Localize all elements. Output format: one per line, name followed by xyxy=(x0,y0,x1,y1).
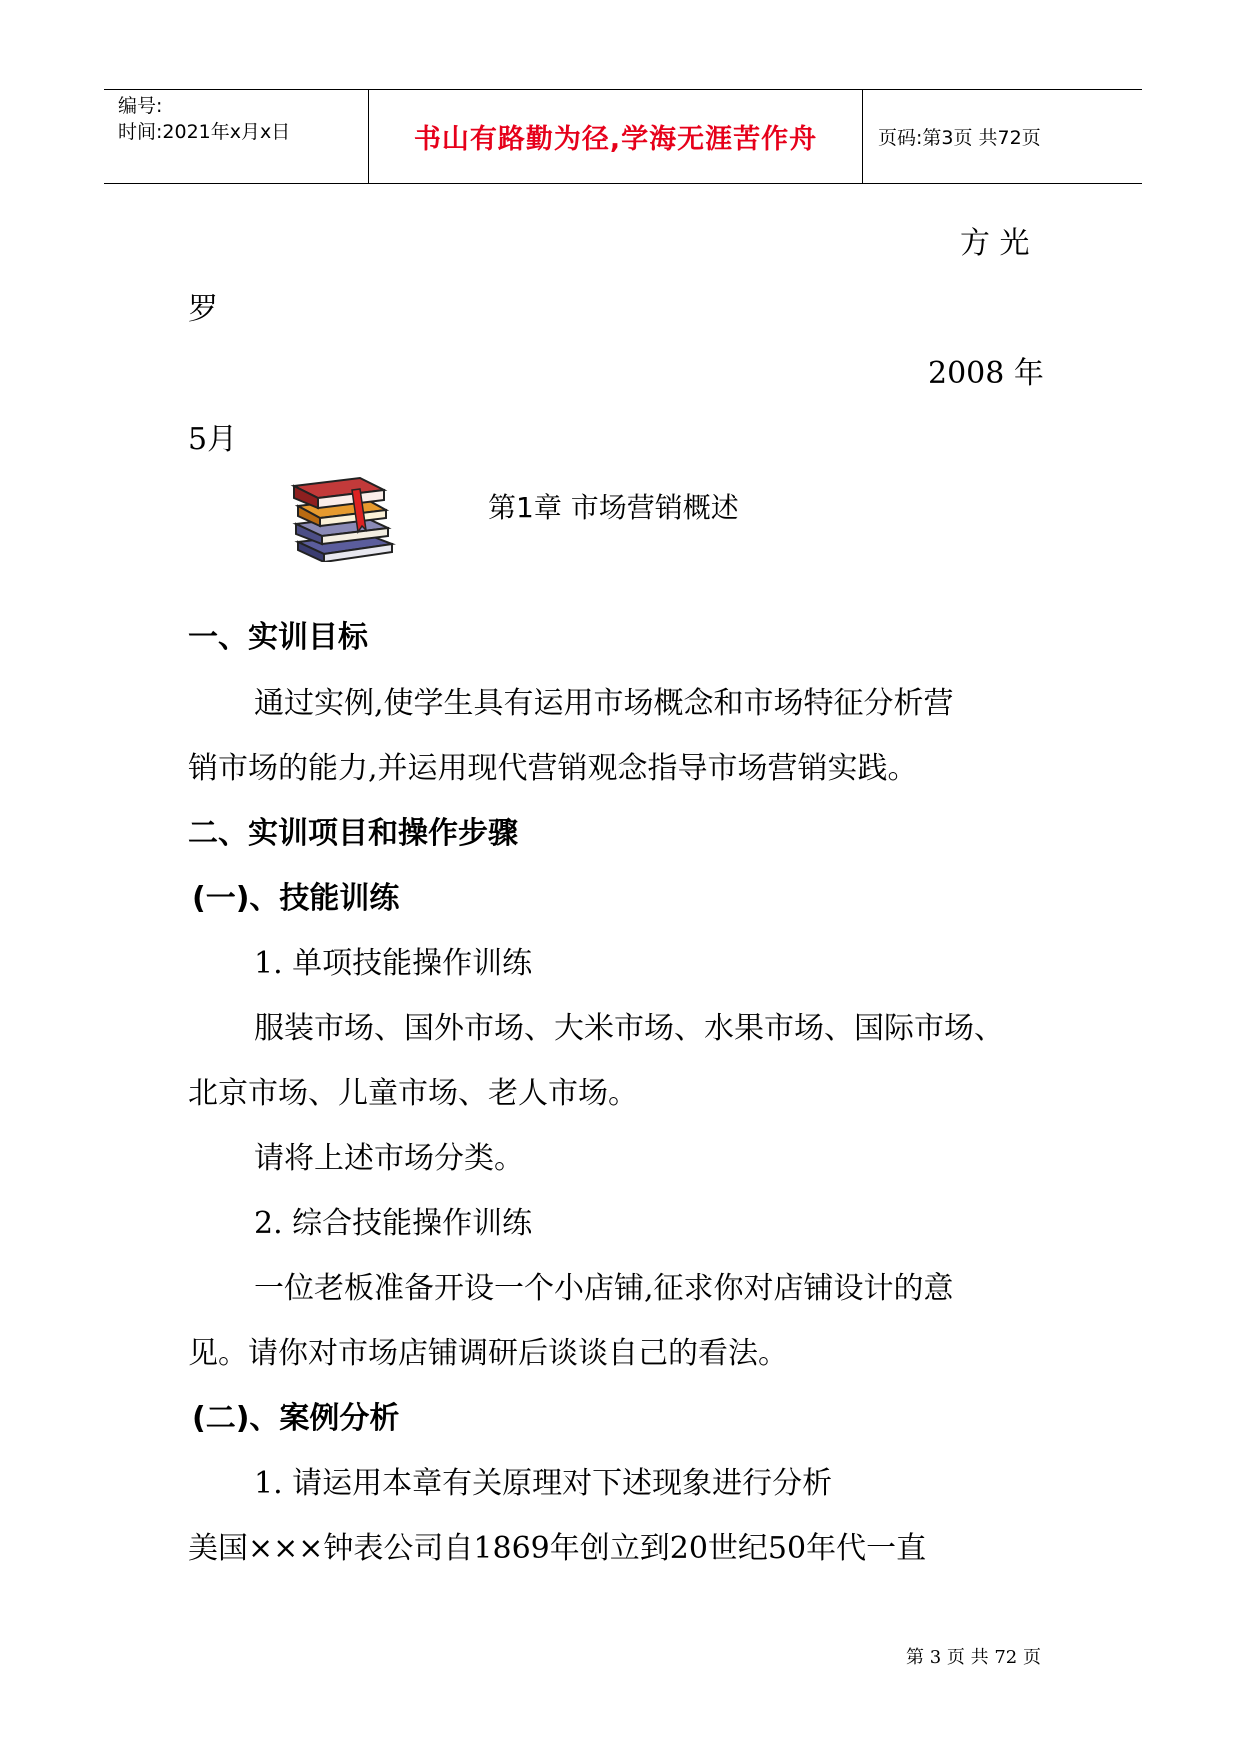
subsection-heading-2: (二)、案例分析 xyxy=(192,1401,400,1436)
time-label: 时间:2021年x月x日 xyxy=(118,121,291,143)
author-date-part1: 2008 年 xyxy=(928,356,1044,391)
paragraph-line: 一位老板准备开设一个小店铺,征求你对店铺设计的意 xyxy=(254,1271,954,1306)
list-item: 1. 单项技能操作训练 xyxy=(254,946,533,981)
paragraph-line: 请将上述市场分类。 xyxy=(254,1141,524,1176)
header-page-info: 页码:第3页 共72页 xyxy=(878,127,1041,149)
paragraph-line: 见。请你对市场店铺调研后谈谈自己的看法。 xyxy=(188,1336,788,1371)
motto-text: 书山有路勤为径,学海无涯苦作舟 xyxy=(413,124,818,155)
page-header xyxy=(104,89,1142,184)
paragraph-line: 通过实例,使学生具有运用市场概念和市场特征分析营 xyxy=(254,686,954,721)
paragraph-line: 销市场的能力,并运用现代营销观念指导市场营销实践。 xyxy=(188,751,918,786)
serial-label: 编号: xyxy=(118,95,163,117)
list-item: 2. 综合技能操作训练 xyxy=(254,1206,533,1241)
header-info-cell xyxy=(104,90,369,183)
header-page-cell xyxy=(864,90,1142,183)
section-heading-1: 一、实训目标 xyxy=(188,620,368,655)
section-heading-2: 二、实训项目和操作步骤 xyxy=(188,816,518,851)
paragraph-line: 北京市场、儿童市场、老人市场。 xyxy=(188,1076,638,1111)
author-date-part2: 5月 xyxy=(188,422,238,457)
author-name-part2: 罗 xyxy=(188,292,218,327)
paragraph-line: 服装市场、国外市场、大米市场、水果市场、国际市场、 xyxy=(254,1011,1004,1046)
chapter-title: 第1章 市场营销概述 xyxy=(488,491,739,524)
page-footer: 第 3 页 共 72 页 xyxy=(906,1647,1041,1668)
paragraph-line: 美国×××钟表公司自1869年创立到20世纪50年代一直 xyxy=(188,1531,927,1566)
books-icon xyxy=(288,470,398,562)
list-item: 1. 请运用本章有关原理对下述现象进行分析 xyxy=(254,1466,833,1501)
subsection-heading-1: (一)、技能训练 xyxy=(192,881,400,916)
author-name-part1: 方 光 xyxy=(960,226,1030,261)
header-motto-cell xyxy=(369,90,863,183)
